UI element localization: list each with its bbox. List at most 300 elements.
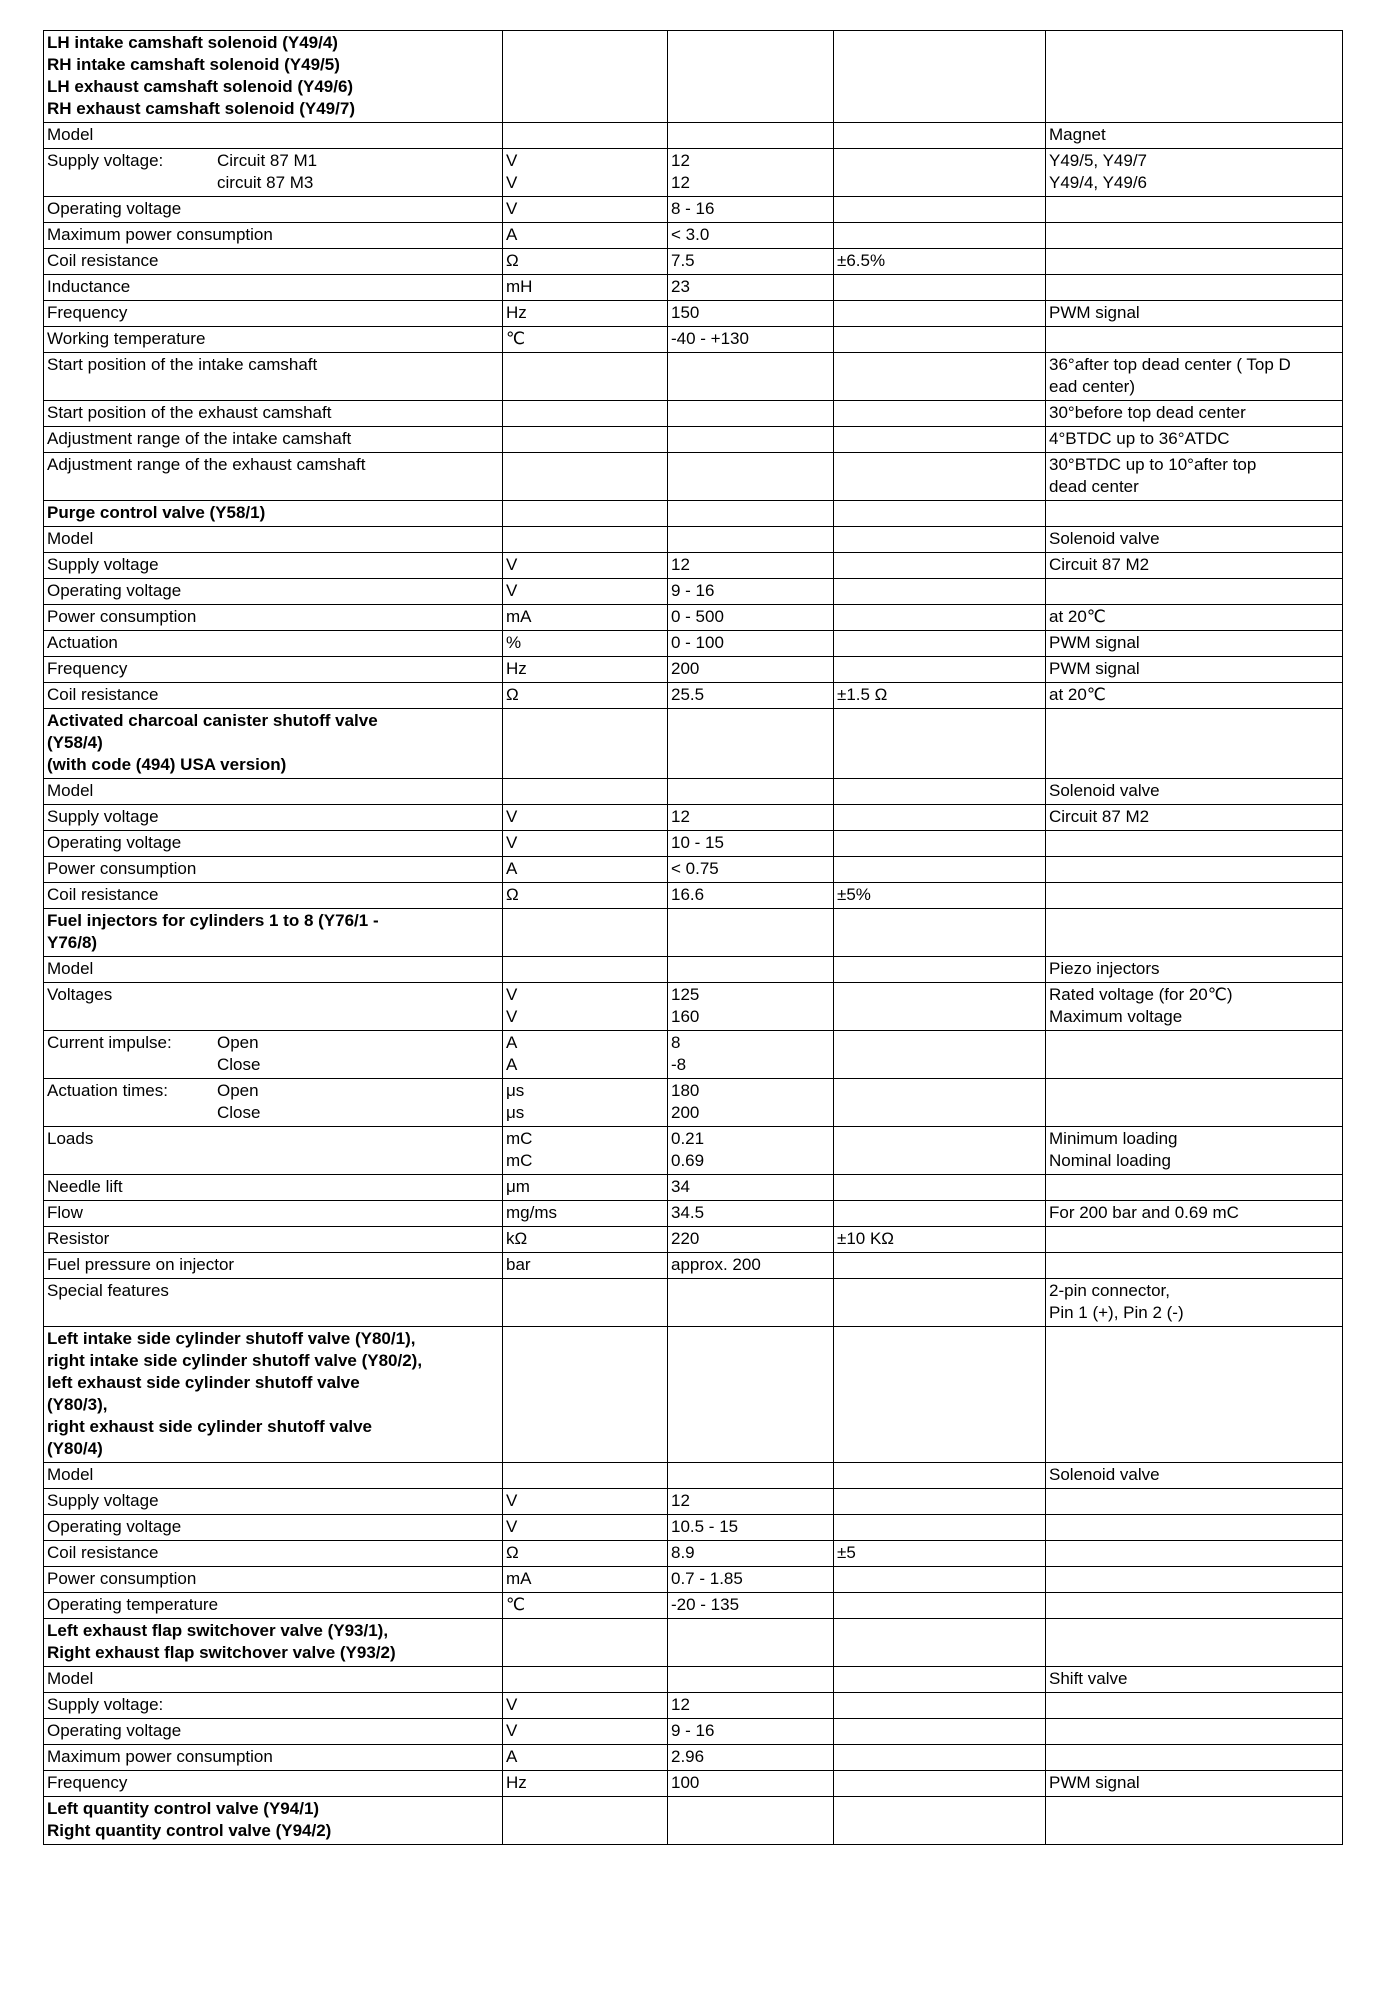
spec-row-frequency (44, 657, 1343, 683)
value-cell-line: 160 (671, 1007, 700, 1026)
unit-cell (503, 983, 668, 1031)
spec-row-coil-resistance (44, 1541, 1343, 1567)
parameter-label: Power consumption (44, 605, 503, 631)
value-cell: 9 - 16 (668, 1719, 834, 1745)
tolerance-cell (834, 149, 1046, 197)
parameter-label: Operating temperature (44, 1593, 503, 1619)
section-title-line: LH exhaust camshaft solenoid (Y49/6) (47, 77, 354, 96)
note-cell (1046, 1693, 1343, 1719)
note-cell: Solenoid valve (1046, 779, 1343, 805)
section-title-line: Y76/8) (47, 933, 98, 952)
value-cell: 34.5 (668, 1201, 834, 1227)
parameter-label (44, 1031, 503, 1079)
unit-cell (503, 427, 668, 453)
tolerance-cell (834, 805, 1046, 831)
section-header-row (44, 31, 1343, 123)
value-cell (668, 1463, 834, 1489)
unit-cell: mg/ms (503, 1201, 668, 1227)
note-cell-line: Pin 1 (+), Pin 2 (-) (1049, 1303, 1184, 1322)
note-cell-line: dead center (1049, 477, 1139, 496)
value-cell: 12 (668, 1489, 834, 1515)
note-cell: PWM signal (1046, 1771, 1343, 1797)
spec-row-power-consumption (44, 1567, 1343, 1593)
unit-cell (503, 31, 668, 123)
section-title-line: Left quantity control valve (Y94/1) (47, 1799, 320, 1818)
note-cell: Solenoid valve (1046, 1463, 1343, 1489)
parameter-label: Maximum power consumption (44, 1745, 503, 1771)
parameter-label: Actuation (44, 631, 503, 657)
unit-cell: A (503, 1745, 668, 1771)
value-cell: 220 (668, 1227, 834, 1253)
tolerance-cell (834, 1201, 1046, 1227)
spec-row-model (44, 779, 1343, 805)
parameter-sub-label: Circuit 87 M1 (217, 151, 318, 170)
value-cell (668, 31, 834, 123)
note-cell (1046, 579, 1343, 605)
unit-cell (503, 1797, 668, 1845)
tolerance-cell (834, 1745, 1046, 1771)
note-cell (1046, 857, 1343, 883)
unit-cell-line: μs (506, 1103, 525, 1122)
note-cell: Circuit 87 M2 (1046, 553, 1343, 579)
parameter-label-text: Supply voltage: (47, 151, 164, 170)
spec-row-operating-temperature (44, 1593, 1343, 1619)
parameter-label: Operating voltage (44, 579, 503, 605)
tolerance-cell (834, 327, 1046, 353)
tolerance-cell (834, 1719, 1046, 1745)
spec-table (43, 30, 1343, 1845)
parameter-label: Model (44, 123, 503, 149)
tolerance-cell (834, 909, 1046, 957)
unit-cell: Hz (503, 1771, 668, 1797)
spec-row-operating-voltage (44, 197, 1343, 223)
note-cell (1046, 327, 1343, 353)
value-cell: -20 - 135 (668, 1593, 834, 1619)
section-header-row (44, 909, 1343, 957)
note-cell: Piezo injectors (1046, 957, 1343, 983)
note-cell-line: Y49/4, Y49/6 (1049, 173, 1147, 192)
spec-row-model (44, 123, 1343, 149)
spec-row-supply-voltage (44, 1693, 1343, 1719)
section-title (44, 1797, 503, 1845)
value-cell (668, 909, 834, 957)
value-cell: < 3.0 (668, 223, 834, 249)
value-cell (668, 1031, 834, 1079)
tolerance-cell (834, 275, 1046, 301)
parameter-label: Adjustment range of the exhaust camshaft (44, 453, 503, 501)
value-cell-line: 0.69 (671, 1151, 705, 1170)
parameter-label: Fuel pressure on injector (44, 1253, 503, 1279)
parameter-label: Working temperature (44, 327, 503, 353)
note-cell (1046, 1797, 1343, 1845)
note-cell (1046, 197, 1343, 223)
value-cell (668, 779, 834, 805)
value-cell (668, 149, 834, 197)
value-cell: 9 - 16 (668, 579, 834, 605)
value-cell: 12 (668, 1693, 834, 1719)
section-title-line: RH intake camshaft solenoid (Y49/5) (47, 55, 340, 74)
parameter-label-group (47, 150, 499, 194)
section-title-line: (Y58/4) (47, 733, 103, 752)
value-cell: 23 (668, 275, 834, 301)
note-cell-line: Maximum voltage (1049, 1007, 1183, 1026)
spec-row-working-temperature (44, 327, 1343, 353)
value-cell (668, 983, 834, 1031)
unit-cell: V (503, 553, 668, 579)
spec-row-fuel-pressure-on-injector (44, 1253, 1343, 1279)
tolerance-cell (834, 831, 1046, 857)
unit-cell: % (503, 631, 668, 657)
note-cell: 4°BTDC up to 36°ATDC (1046, 427, 1343, 453)
value-cell (668, 957, 834, 983)
value-cell (668, 1667, 834, 1693)
section-title-line: Left exhaust flap switchover valve (Y93/1), (47, 1621, 389, 1640)
parameter-label: Model (44, 779, 503, 805)
unit-cell-line: V (506, 151, 518, 170)
section-title-line: Left intake side cylinder shutoff valve (Y80/1), (47, 1329, 416, 1348)
spec-row-operating-voltage (44, 831, 1343, 857)
unit-cell: A (503, 857, 668, 883)
spec-row-maximum-power-consumption (44, 1745, 1343, 1771)
unit-cell (503, 123, 668, 149)
parameter-label: Inductance (44, 275, 503, 301)
unit-cell (503, 453, 668, 501)
spec-row-coil-resistance (44, 249, 1343, 275)
tolerance-cell (834, 1515, 1046, 1541)
tolerance-cell (834, 1279, 1046, 1327)
value-cell: 0 - 100 (668, 631, 834, 657)
spec-row-start-position-of-the-exhaust-camshaft (44, 401, 1343, 427)
value-cell: approx. 200 (668, 1253, 834, 1279)
note-cell (1046, 1489, 1343, 1515)
parameter-label: Model (44, 1463, 503, 1489)
section-header-row (44, 1797, 1343, 1845)
section-title-line: Fuel injectors for cylinders 1 to 8 (Y76/1 - (47, 911, 379, 930)
value-cell: 8 - 16 (668, 197, 834, 223)
unit-cell: bar (503, 1253, 668, 1279)
unit-cell: mH (503, 275, 668, 301)
section-header-row (44, 709, 1343, 779)
note-cell (1046, 909, 1343, 957)
tolerance-cell (834, 1797, 1046, 1845)
unit-cell (503, 1127, 668, 1175)
note-cell (1046, 709, 1343, 779)
parameter-sub-label: Close (217, 1055, 261, 1074)
section-title-line: (Y80/4) (47, 1439, 103, 1458)
parameter-label: Start position of the exhaust camshaft (44, 401, 503, 427)
spec-row-supply-voltage (44, 553, 1343, 579)
note-cell (1046, 883, 1343, 909)
parameter-sub-labels (217, 1080, 499, 1124)
tolerance-cell (834, 401, 1046, 427)
tolerance-cell (834, 857, 1046, 883)
parameter-label-text: Current impulse: (47, 1033, 172, 1052)
spec-row-inductance (44, 275, 1343, 301)
parameter-label: Adjustment range of the intake camshaft (44, 427, 503, 453)
parameter-sub-label: Open (217, 1033, 259, 1052)
value-cell-line: 8 (671, 1033, 681, 1052)
unit-cell (503, 1327, 668, 1463)
parameter-label: Model (44, 1667, 503, 1693)
unit-cell-line: mC (506, 1129, 533, 1148)
unit-cell (503, 1619, 668, 1667)
section-title-line: left exhaust side cylinder shutoff valve (47, 1373, 360, 1392)
spec-row-model (44, 1463, 1343, 1489)
value-cell: -40 - +130 (668, 327, 834, 353)
tolerance-cell (834, 1593, 1046, 1619)
tolerance-cell (834, 1463, 1046, 1489)
section-title-line: (Y80/3), (47, 1395, 108, 1414)
value-cell: 12 (668, 553, 834, 579)
parameter-label: Coil resistance (44, 249, 503, 275)
parameter-label: Start position of the intake camshaft (44, 353, 503, 401)
parameter-label-group (47, 1032, 499, 1076)
value-cell: 100 (668, 1771, 834, 1797)
tolerance-cell (834, 301, 1046, 327)
value-cell: 12 (668, 805, 834, 831)
tolerance-cell (834, 709, 1046, 779)
value-cell-line: 125 (671, 985, 700, 1004)
section-title-line: right exhaust side cylinder shutoff valve (47, 1417, 372, 1436)
parameter-label: Coil resistance (44, 683, 503, 709)
value-cell-line: 200 (671, 1103, 700, 1122)
tolerance-cell (834, 553, 1046, 579)
tolerance-cell (834, 1253, 1046, 1279)
parameter-label: Loads (44, 1127, 503, 1175)
value-cell: 16.6 (668, 883, 834, 909)
unit-cell-line: μs (506, 1081, 525, 1100)
spec-row-frequency (44, 301, 1343, 327)
parameter-label (44, 1079, 503, 1127)
value-cell (668, 501, 834, 527)
section-title-line: right intake side cylinder shutoff valve (Y80/2), (47, 1351, 423, 1370)
note-cell (1046, 31, 1343, 123)
section-title (44, 709, 503, 779)
unit-cell-line: V (506, 1007, 518, 1026)
unit-cell (503, 909, 668, 957)
value-cell: 2.96 (668, 1745, 834, 1771)
parameter-label: Frequency (44, 657, 503, 683)
unit-cell: μm (503, 1175, 668, 1201)
parameter-label: Resistor (44, 1227, 503, 1253)
tolerance-cell (834, 353, 1046, 401)
note-cell (1046, 1327, 1343, 1463)
spec-table-body (44, 31, 1343, 1845)
value-cell: 10.5 - 15 (668, 1515, 834, 1541)
unit-cell (503, 1463, 668, 1489)
spec-row-flow (44, 1201, 1343, 1227)
unit-cell: ℃ (503, 327, 668, 353)
note-cell-line: Y49/5, Y49/7 (1049, 151, 1147, 170)
spec-row-frequency (44, 1771, 1343, 1797)
section-title-line: Activated charcoal canister shutoff valve (47, 711, 378, 730)
value-cell-line: 0.21 (671, 1129, 705, 1148)
unit-cell: mA (503, 605, 668, 631)
value-cell: 200 (668, 657, 834, 683)
parameter-label: Special features (44, 1279, 503, 1327)
value-cell: 25.5 (668, 683, 834, 709)
section-header-row (44, 1619, 1343, 1667)
note-cell-line: Minimum loading (1049, 1129, 1178, 1148)
note-cell (1046, 1253, 1343, 1279)
note-cell (1046, 1079, 1343, 1127)
tolerance-cell (834, 957, 1046, 983)
note-cell (1046, 983, 1343, 1031)
unit-cell: Ω (503, 683, 668, 709)
unit-cell: V (503, 1693, 668, 1719)
unit-cell: ℃ (503, 1593, 668, 1619)
section-title-line: RH exhaust camshaft solenoid (Y49/7) (47, 99, 355, 118)
unit-cell (503, 527, 668, 553)
parameter-label: Supply voltage: (44, 1693, 503, 1719)
tolerance-cell (834, 1667, 1046, 1693)
tolerance-cell (834, 579, 1046, 605)
value-cell (668, 453, 834, 501)
parameter-label: Operating voltage (44, 1719, 503, 1745)
tolerance-cell (834, 1175, 1046, 1201)
tolerance-cell (834, 1567, 1046, 1593)
unit-cell: Hz (503, 657, 668, 683)
note-cell: Circuit 87 M2 (1046, 805, 1343, 831)
note-cell (1046, 1031, 1343, 1079)
note-cell (1046, 1593, 1343, 1619)
note-cell: Solenoid valve (1046, 527, 1343, 553)
value-cell (668, 427, 834, 453)
spec-row-power-consumption (44, 605, 1343, 631)
tolerance-cell (834, 983, 1046, 1031)
unit-cell: V (503, 579, 668, 605)
unit-cell: Ω (503, 249, 668, 275)
note-cell-line: 36°after top dead center ( Top D (1049, 355, 1291, 374)
unit-cell (503, 779, 668, 805)
unit-cell: V (503, 831, 668, 857)
spec-row-operating-voltage (44, 579, 1343, 605)
note-cell: 30°before top dead center (1046, 401, 1343, 427)
spec-row-supply-voltage (44, 1489, 1343, 1515)
tolerance-cell: ±1.5 Ω (834, 683, 1046, 709)
value-cell (668, 1619, 834, 1667)
section-title (44, 1327, 503, 1463)
tolerance-cell: ±6.5% (834, 249, 1046, 275)
spec-row-model (44, 1667, 1343, 1693)
value-cell (668, 123, 834, 149)
unit-cell-line: V (506, 173, 518, 192)
value-cell: 0 - 500 (668, 605, 834, 631)
unit-cell: mA (503, 1567, 668, 1593)
spec-row-voltages (44, 983, 1343, 1031)
parameter-label: Model (44, 527, 503, 553)
note-cell (1046, 453, 1343, 501)
tolerance-cell (834, 1771, 1046, 1797)
unit-cell (503, 501, 668, 527)
parameter-label: Frequency (44, 1771, 503, 1797)
value-cell: 10 - 15 (668, 831, 834, 857)
unit-cell-line: V (506, 985, 518, 1004)
section-title-line: LH intake camshaft solenoid (Y49/4) (47, 33, 338, 52)
spec-row-start-position-of-the-intake-camshaft (44, 353, 1343, 401)
note-cell (1046, 1279, 1343, 1327)
parameter-label: Model (44, 957, 503, 983)
note-cell (1046, 831, 1343, 857)
unit-cell: V (503, 1515, 668, 1541)
section-title (44, 1619, 503, 1667)
value-cell: 150 (668, 301, 834, 327)
parameter-sub-label: Open (217, 1081, 259, 1100)
parameter-sub-label: Close (217, 1103, 261, 1122)
unit-cell: A (503, 223, 668, 249)
note-cell: at 20℃ (1046, 683, 1343, 709)
spec-row-special-features (44, 1279, 1343, 1327)
parameter-label: Supply voltage (44, 1489, 503, 1515)
spec-row-supply-voltage (44, 805, 1343, 831)
unit-cell (503, 1279, 668, 1327)
tolerance-cell (834, 1619, 1046, 1667)
value-cell: 8.9 (668, 1541, 834, 1567)
parameter-sub-label: circuit 87 M3 (217, 173, 314, 192)
tolerance-cell (834, 31, 1046, 123)
parameter-label: Supply voltage (44, 805, 503, 831)
unit-cell (503, 1031, 668, 1079)
value-cell: < 0.75 (668, 857, 834, 883)
value-cell (668, 1127, 834, 1175)
parameter-label: Coil resistance (44, 883, 503, 909)
section-title (44, 909, 503, 957)
unit-cell: V (503, 805, 668, 831)
value-cell-line: 12 (671, 173, 690, 192)
section-title-line: Right quantity control valve (Y94/2) (47, 1821, 332, 1840)
note-cell: PWM signal (1046, 301, 1343, 327)
parameter-label: Coil resistance (44, 1541, 503, 1567)
value-cell: 34 (668, 1175, 834, 1201)
note-cell (1046, 353, 1343, 401)
unit-cell (503, 149, 668, 197)
note-cell (1046, 149, 1343, 197)
spec-row-coil-resistance (44, 883, 1343, 909)
unit-cell: Ω (503, 1541, 668, 1567)
spec-row-adjustment-range-of-the-intake-camshaft (44, 427, 1343, 453)
note-cell-line: Nominal loading (1049, 1151, 1171, 1170)
section-title-line: Right exhaust flap switchover valve (Y93/2) (47, 1643, 396, 1662)
note-cell (1046, 1515, 1343, 1541)
note-cell: Magnet (1046, 123, 1343, 149)
value-cell: 7.5 (668, 249, 834, 275)
tolerance-cell (834, 501, 1046, 527)
value-cell (668, 1797, 834, 1845)
unit-cell: V (503, 1489, 668, 1515)
tolerance-cell (834, 527, 1046, 553)
spec-row-resistor (44, 1227, 1343, 1253)
parameter-label: Operating voltage (44, 831, 503, 857)
spec-row-current-impulse (44, 1031, 1343, 1079)
note-cell (1046, 1541, 1343, 1567)
note-cell (1046, 1175, 1343, 1201)
unit-cell (503, 401, 668, 427)
note-cell-line: ead center) (1049, 377, 1135, 396)
note-cell: at 20℃ (1046, 605, 1343, 631)
unit-cell-line: mC (506, 1151, 533, 1170)
tolerance-cell: ±5 (834, 1541, 1046, 1567)
parameter-label: Needle lift (44, 1175, 503, 1201)
parameter-sub-labels (217, 150, 499, 194)
note-cell-line: 2-pin connector, (1049, 1281, 1170, 1300)
spec-row-actuation (44, 631, 1343, 657)
unit-cell-line: A (506, 1055, 518, 1074)
note-cell (1046, 501, 1343, 527)
parameter-label: Supply voltage (44, 553, 503, 579)
spec-row-adjustment-range-of-the-exhaust-camshaft (44, 453, 1343, 501)
parameter-sub-labels (217, 1032, 499, 1076)
unit-cell: Hz (503, 301, 668, 327)
